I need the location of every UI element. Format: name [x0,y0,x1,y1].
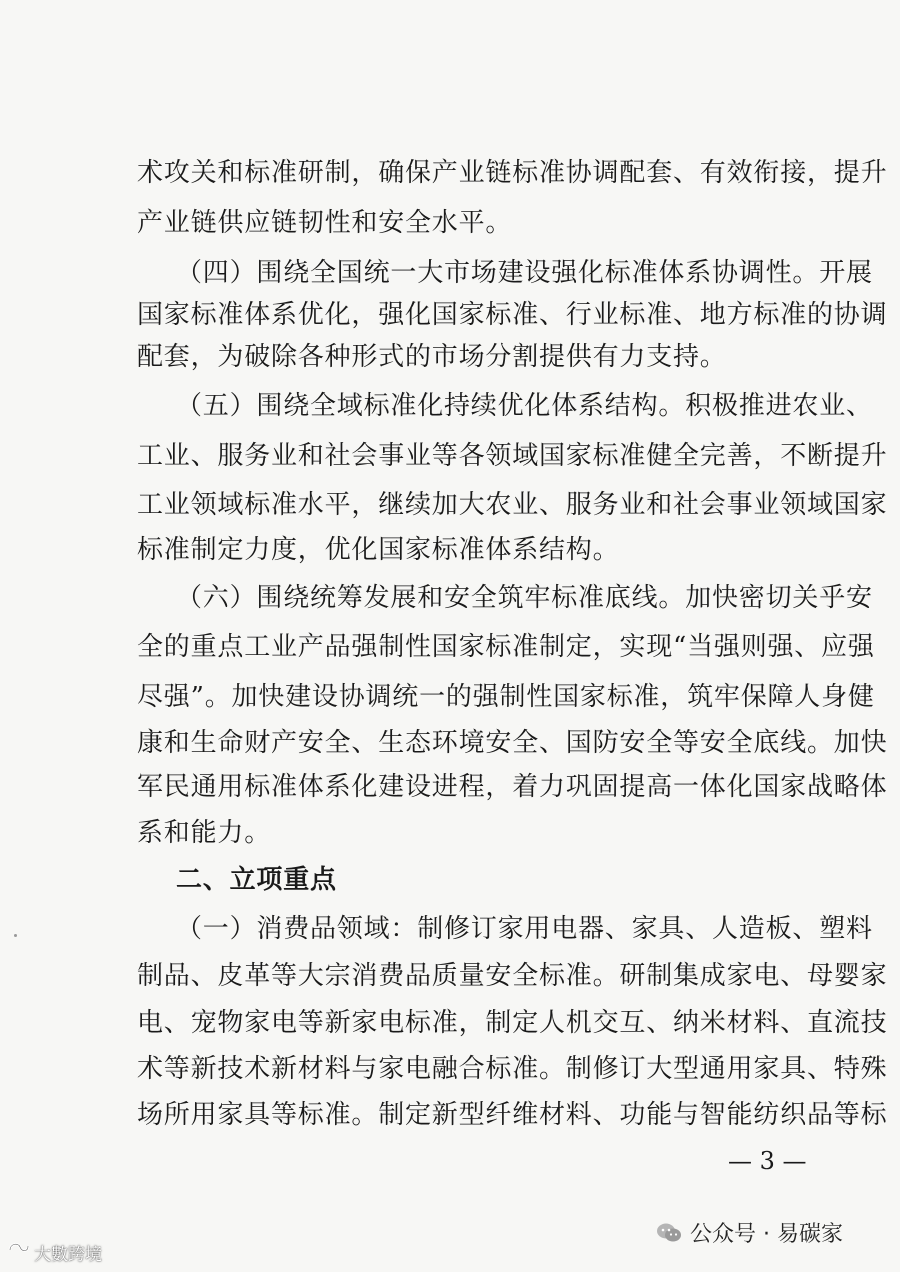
text-line: 电、宠物家电等新家电标准，制定人机交互、纳米材料、直流技 [137,1008,888,1038]
watermark-brand-text: 大數跨境 [34,1245,102,1265]
watermark-account-text: 公众号 · 易碳家 [690,1222,843,1247]
text-line: 场所用家具等标准。制定新型纤维材料、功能与智能纺织品等标 [137,1100,888,1130]
watermark-account [656,1217,843,1248]
text-line: 尽强”。加快建设协调统一的强制性国家标准，筑牢保障人身健 [137,682,875,712]
paragraph-line: （六）围绕统筹发展和安全筑牢标准底线。加快密切关乎安 [176,583,873,613]
text-line: 术攻关和标准研制，确保产业链标准协调配套、有效衔接，提升 [137,158,888,188]
paragraph-line: （四）围绕全国统一大市场建设强化标准体系协调性。开展 [176,258,873,288]
paragraph-line: （一）消费品领域：制修订家用电器、家具、人造板、塑料 [176,914,873,944]
text-line: 工业领域标准水平，继续加大农业、服务业和社会事业领域国家 [137,490,888,520]
section-heading: 二、立项重点 [176,865,337,895]
text-line: 产业链供应链韧性和安全水平。 [137,208,513,238]
wechat-icon [656,1222,682,1244]
text-line: 国家标准体系优化，强化国家标准、行业标准、地方标准的协调 [137,300,888,330]
text-line: 工业、服务业和社会事业等各领域国家标准健全完善，不断提升 [137,441,888,471]
text-line: 系和能力。 [137,818,272,848]
text-line: 制品、皮革等大宗消费品质量安全标准。研制集成家电、母婴家 [137,961,888,991]
paragraph-line: （五）围绕全域标准化持续优化体系结构。积极推进农业、 [176,391,873,421]
watermark-brand [8,1240,102,1265]
text-line: 术等新技术新材料与家电融合标准。制修订大型通用家具、特殊 [137,1054,888,1084]
text-line: 配套，为破除各种形式的市场分割提供有力支持。 [137,342,727,372]
scan-speck [14,934,17,937]
text-line: 军民通用标准体系化建设进程，着力巩固提高一体化国家战略体 [137,772,888,802]
text-line: 康和生命财产安全、生态环境安全、国防安全等安全底线。加快 [137,728,888,758]
page-number: — 3 — [728,1147,807,1175]
text-line: 全的重点工业产品强制性国家标准制定，实现“当强则强、应强 [137,632,875,662]
text-line: 标准制定力度，优化国家标准体系结构。 [137,535,620,565]
brand-logo-icon [8,1241,30,1264]
